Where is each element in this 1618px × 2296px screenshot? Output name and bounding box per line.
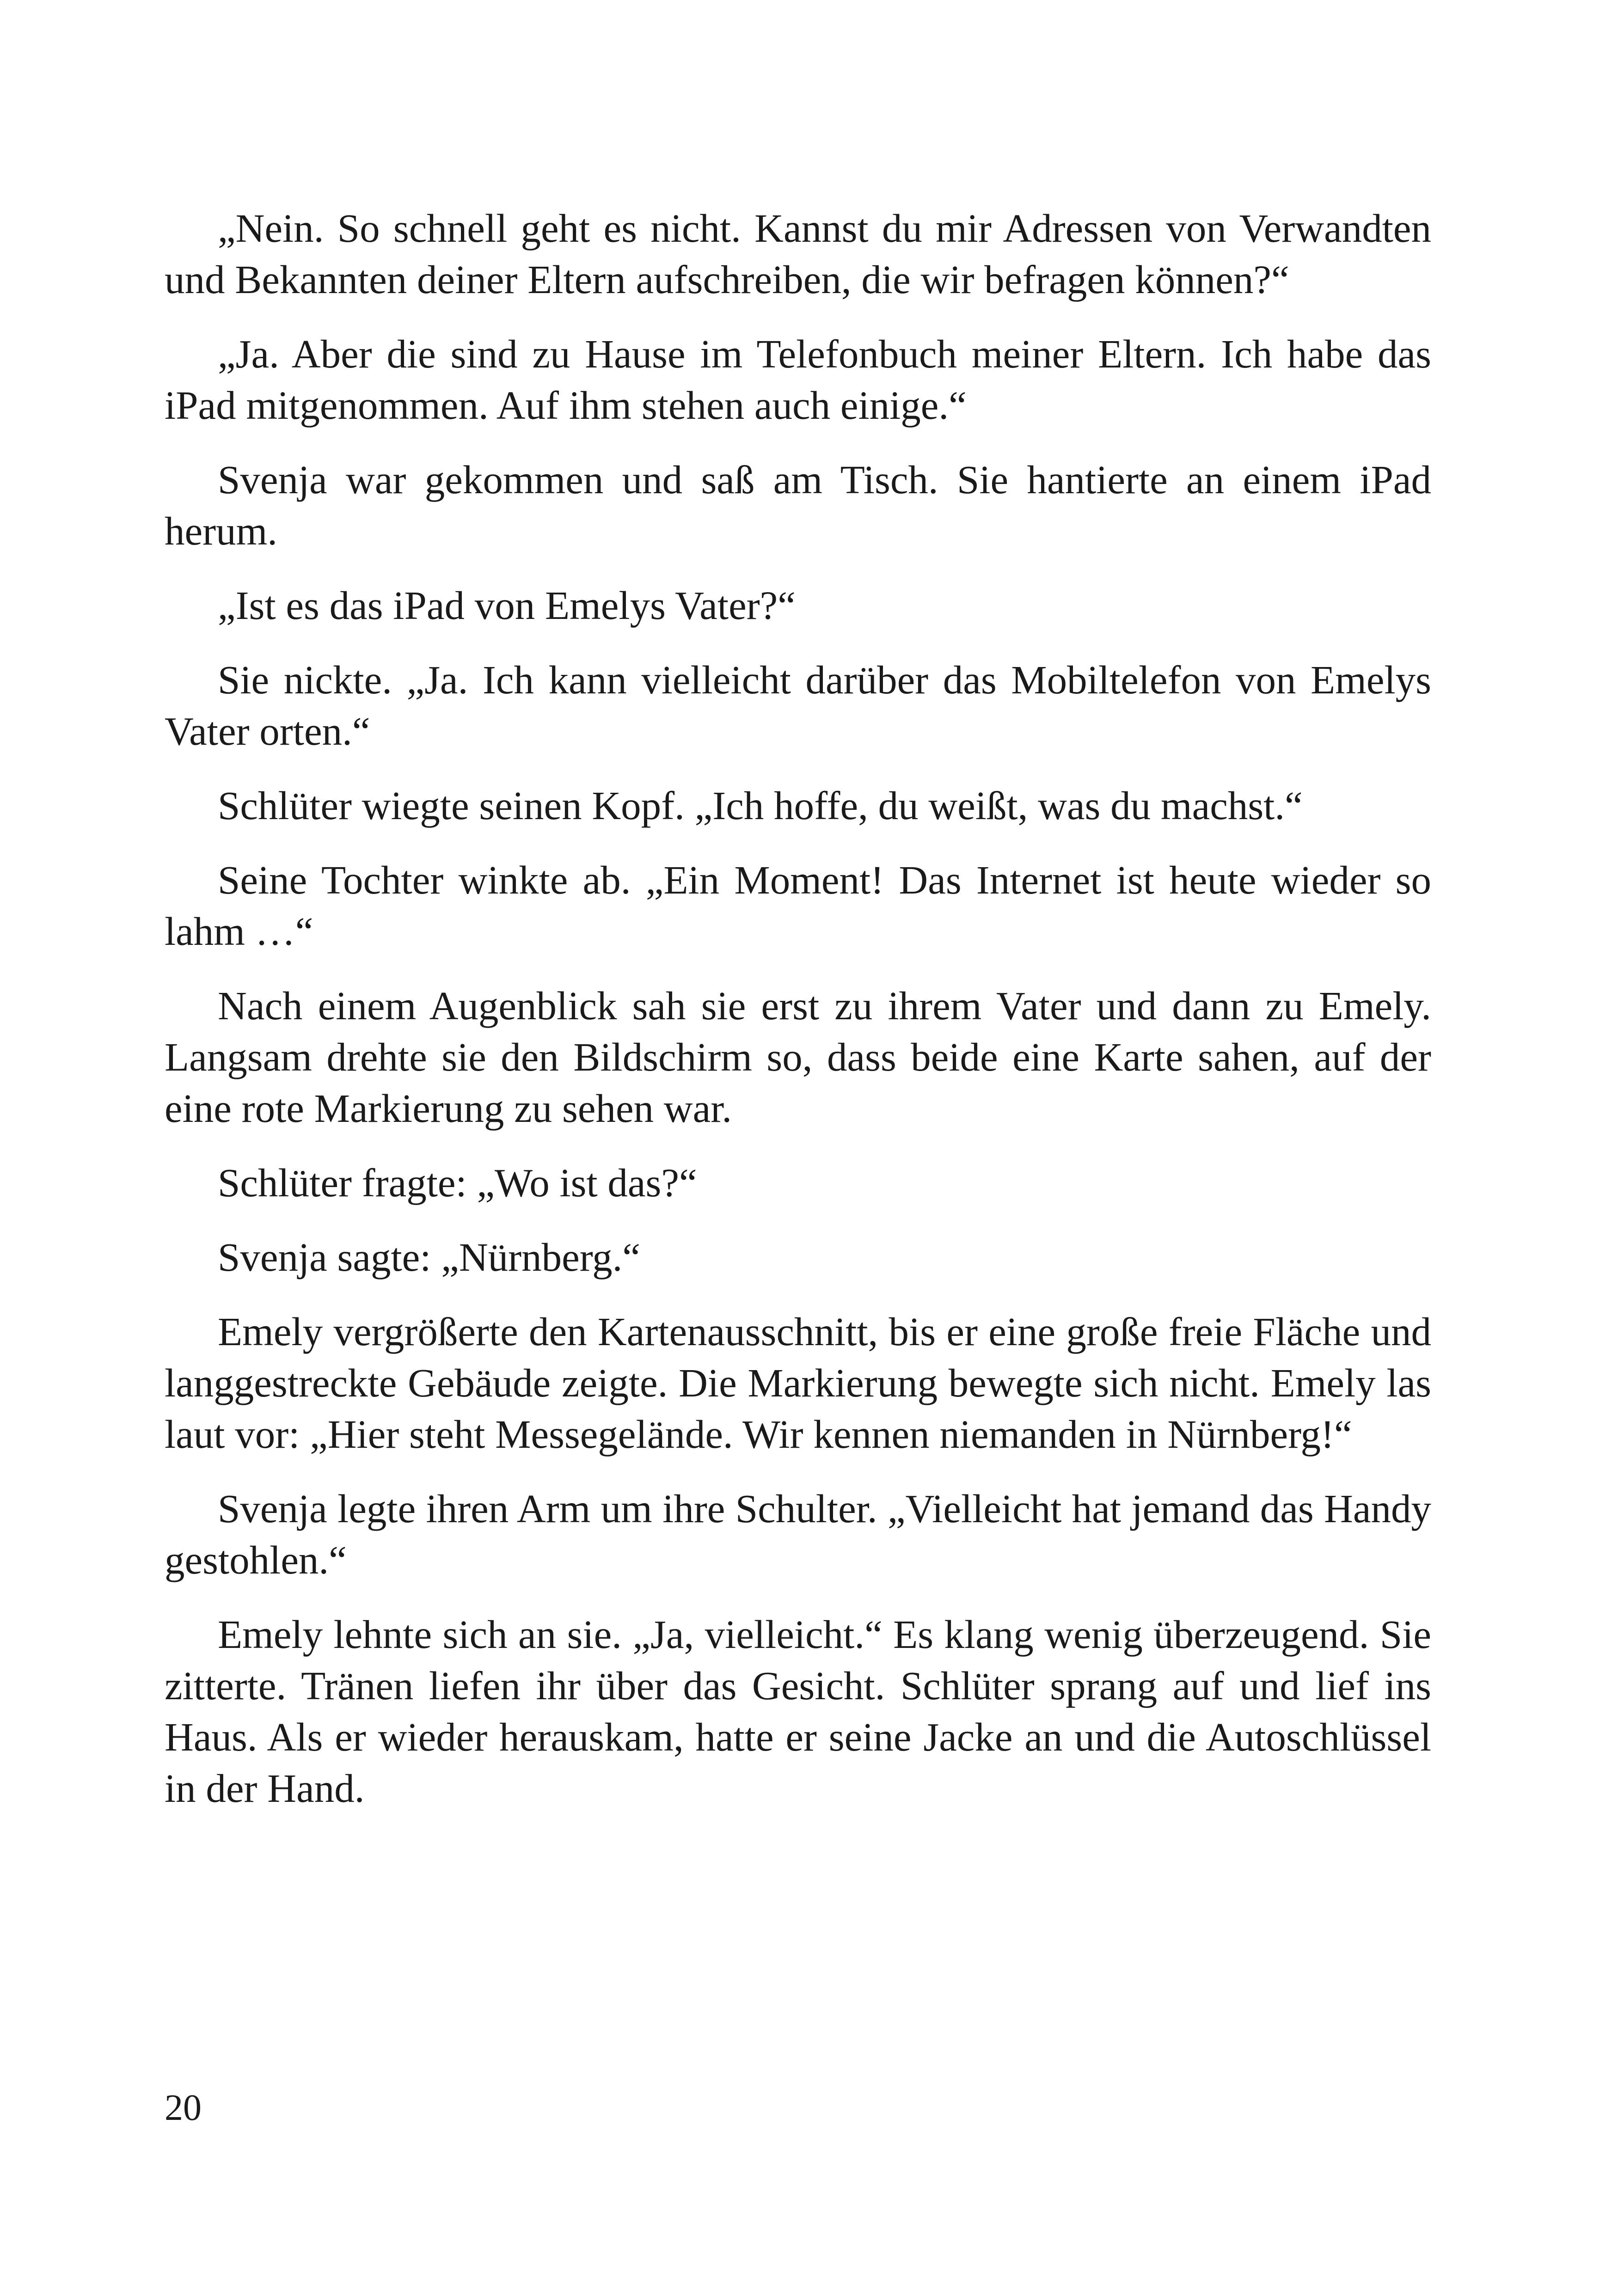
page-number: 20 (165, 2088, 202, 2128)
paragraph: Emely lehnte sich an sie. „Ja, vielleicht.“ Es klang wenig überzeugend. Sie zitterte. Tränen liefen ihr über das Gesicht. Schlüter sprang auf und lief ins Haus. Als er wieder herauskam, hatte er seine Jacke an und die Autoschlüssel in der Hand. (165, 1612, 1431, 1811)
paragraph: Seine Tochter winkte ab. „Ein Moment! Das Internet ist heute wieder so lahm …“ (165, 857, 1431, 954)
body-text (165, 202, 1431, 1837)
paragraph: Svenja sagte: „Nürnberg.“ (218, 1235, 641, 1280)
paragraph: Schlüter wiegte seinen Kopf. „Ich hoffe, du weißt, was du machst.“ (218, 783, 1303, 828)
paragraph: „Nein. So schnell geht es nicht. Kannst du mir Adressen von Verwandten und Bekannten deiner Eltern aufschreiben, die wir befragen können?“ (165, 206, 1431, 302)
paragraph: Svenja legte ihren Arm um ihre Schulter. „Vielleicht hat jemand das Handy gestohlen.“ (165, 1486, 1431, 1582)
paragraph: Schlüter fragte: „Wo ist das?“ (218, 1160, 697, 1205)
paragraph: Nach einem Augenblick sah sie erst zu ihrem Vater und dann zu Emely. Langsam drehte sie den Bildschirm so, dass beide eine Karte sahen, auf der eine rote Markierung zu sehen war. (165, 983, 1431, 1131)
paragraph: Sie nickte. „Ja. Ich kann vielleicht darüber das Mobiltelefon von Emelys Vater orten.“ (165, 657, 1431, 753)
paragraph: „Ist es das iPad von Emelys Vater?“ (218, 583, 796, 628)
paragraph: „Ja. Aber die sind zu Hause im Telefonbuch meiner Eltern. Ich habe das iPad mitgenommen. Auf ihm stehen auch einige.“ (165, 331, 1431, 428)
paragraph: Svenja war gekommen und saß am Tisch. Sie hantierte an einem iPad herum. (165, 457, 1431, 553)
paragraph: Emely vergrößerte den Kartenausschnitt, bis er eine große freie Fläche und langgestreckte Gebäude zeigte. Die Markierung bewegte sich nicht. Emely las laut vor: „Hier steht Messegelände. Wir kennen niemanden in Nürnberg!“ (165, 1309, 1431, 1457)
